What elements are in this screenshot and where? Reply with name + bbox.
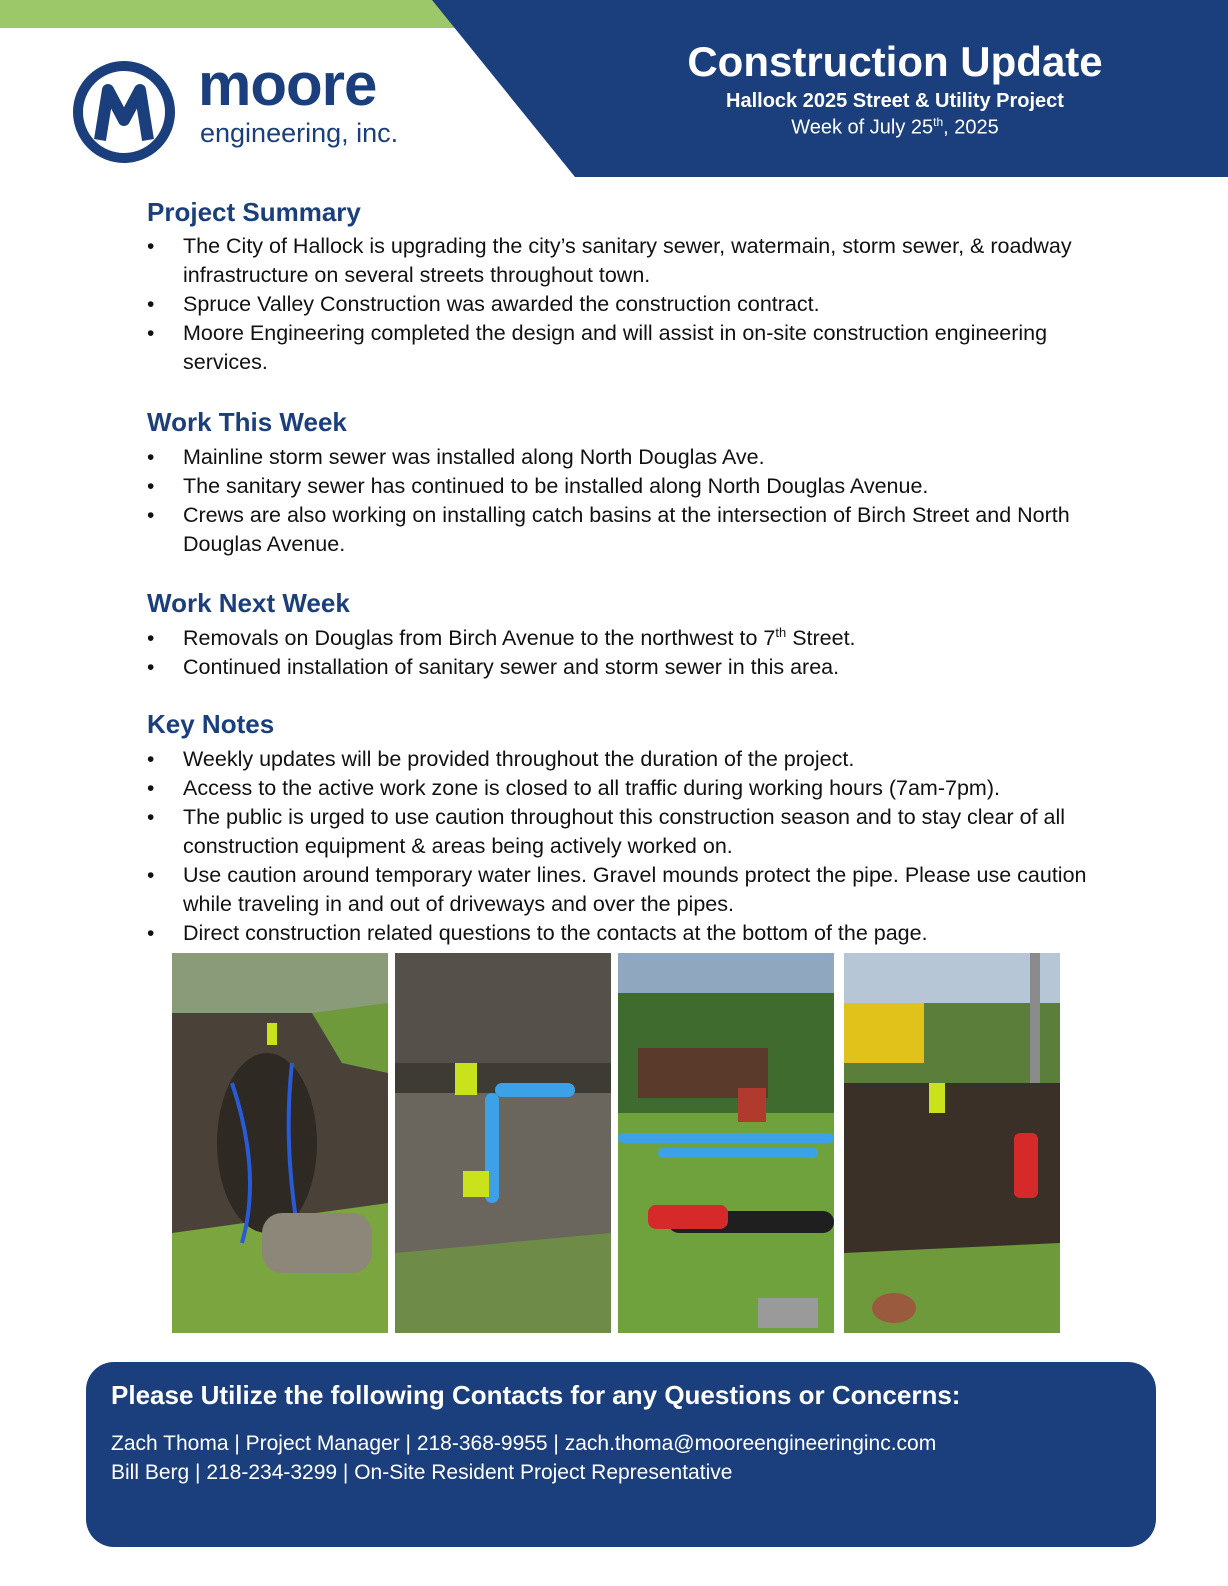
logo-mark-icon xyxy=(72,60,176,164)
site-photo-trench xyxy=(172,953,388,1333)
summary-list xyxy=(147,232,1122,377)
list-item: • Spruce Valley Construction was awarded the construction contract. xyxy=(147,290,1122,319)
list-item: • Moore Engineering completed the design and will assist in on-site construction engineering services. xyxy=(147,319,1122,377)
logo-wordmark: moore xyxy=(198,51,377,118)
section-heading-key-notes: Key Notes xyxy=(147,709,275,739)
section-heading-summary: Project Summary xyxy=(147,197,361,227)
section-heading-next-week: Work Next Week xyxy=(147,588,350,618)
contact-line-representative: Bill Berg | 218-234-3299 | On-Site Resident Project Representative xyxy=(111,1461,733,1484)
week-date: Week of July 25th, 2025 xyxy=(791,115,999,139)
list-item: • Weekly updates will be provided throughout the duration of the project. xyxy=(147,745,1122,774)
site-photo-hydrant-excavator xyxy=(844,953,1060,1333)
list-item: • Direct construction related questions to the contacts at the bottom of the page. xyxy=(147,919,1122,948)
key-notes-list xyxy=(147,745,1122,948)
list-item: • The sanitary sewer has continued to be installed along North Douglas Avenue. xyxy=(147,472,1122,501)
list-item: • The public is urged to use caution throughout this construction season and to stay clear of all construction equipment & areas being actively worked on. xyxy=(147,803,1122,861)
list-item: • Access to the active work zone is closed to all traffic during working hours (7am-7pm). xyxy=(147,774,1122,803)
list-item: • Removals on Douglas from Birch Avenue to the northwest to 7th Street. xyxy=(147,624,1122,653)
this-week-list xyxy=(147,443,1122,559)
logo-subtitle: engineering, inc. xyxy=(200,118,399,148)
page-title: Construction Update xyxy=(687,38,1103,85)
contacts-panel xyxy=(86,1362,1156,1547)
contact-line-project-manager: Zach Thoma | Project Manager | 218-368-9955 | zach.thoma@mooreengineeringinc.com xyxy=(111,1432,937,1455)
list-item: • Mainline storm sewer was installed along North Douglas Ave. xyxy=(147,443,1122,472)
site-photo-hydrant-pipes xyxy=(618,953,834,1333)
project-name: Hallock 2025 Street & Utility Project xyxy=(726,90,1064,112)
list-item: • Use caution around temporary water lines. Gravel mounds protect the pipe. Please use caution while traveling in and out of driveways and over the pipes. xyxy=(147,861,1122,919)
site-photo-pipe-install xyxy=(395,953,611,1333)
next-week-list xyxy=(147,624,1122,682)
list-item: • Crews are also working on installing catch basins at the intersection of Birch Street and North Douglas Avenue. xyxy=(147,501,1122,559)
list-item: • The City of Hallock is upgrading the city’s sanitary sewer, watermain, storm sewer, & roadway infrastructure on several streets throughout town. xyxy=(147,232,1122,290)
company-logo xyxy=(72,51,442,166)
contacts-heading: Please Utilize the following Contacts for any Questions or Concerns: xyxy=(111,1380,961,1410)
list-item: • Continued installation of sanitary sewer and storm sewer in this area. xyxy=(147,653,1122,682)
section-heading-this-week: Work This Week xyxy=(147,407,347,437)
